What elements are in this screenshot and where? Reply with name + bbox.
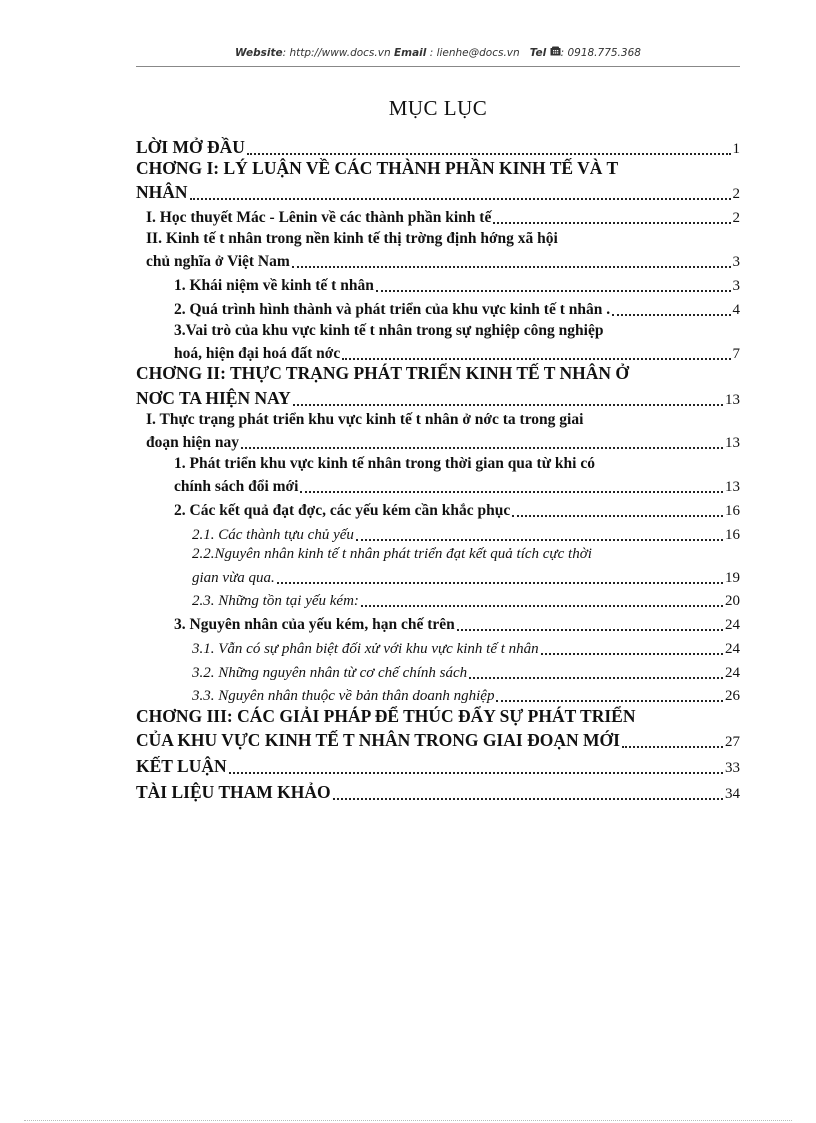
toc-entry-title-line1: 3.Vai trò của khu vực kinh tế t nhân trong sự nghiệp công nghiệp — [174, 321, 604, 339]
toc-leader-dots — [541, 638, 723, 655]
toc-entry[interactable] — [136, 636, 740, 660]
footer-divider — [24, 1120, 792, 1121]
toc-leader-dots — [333, 781, 723, 801]
toc-leader-dots — [293, 386, 723, 406]
toc-entry-title: chính sách đổi mới — [174, 477, 299, 495]
toc-entry[interactable] — [136, 410, 740, 454]
toc-entry-title: NƠC TA HIỆN NAY — [136, 387, 291, 408]
toc-leader-dots — [292, 250, 731, 268]
toc-entry-title: hoá, hiện đại hoá đất nớc — [174, 344, 341, 362]
toc-entry-title: CỦA KHU VỰC KINH TẾ T NHÂN TRONG GIAI ĐOẠN MỚI — [136, 729, 620, 750]
toc-leader-dots — [361, 590, 723, 607]
page-title: MỤC LỤC — [388, 96, 488, 120]
toc-leader-dots — [277, 567, 723, 584]
toc-entry-title: 2. Quá trình hình thành và phát triển của khu vực kinh tế t nhân . — [174, 301, 611, 319]
toc-entry-title: TÀI LIỆU THAM KHẢO — [136, 782, 331, 803]
toc-leader-dots — [356, 524, 723, 541]
toc-page-number: 13 — [725, 478, 740, 495]
toc-leader-dots — [300, 475, 723, 493]
phone-icon — [550, 47, 561, 59]
toc-entry[interactable] — [136, 588, 740, 612]
toc-entry-title: I. Học thuyết Mác - Lênin về các thành phần kinh tế — [146, 209, 492, 227]
toc-leader-dots — [496, 685, 723, 702]
toc-entry-title: 2. Các kết quả đạt đợc, các yếu kém cần khắc phục — [174, 502, 511, 519]
toc-entry-title: 3.1. Vẫn có sự phân biệt đối xử với khu vực kinh tế t nhân — [192, 641, 539, 658]
toc-page-number: 2 — [732, 210, 740, 227]
toc-leader-dots — [190, 181, 731, 201]
toc-entry[interactable] — [136, 612, 740, 636]
toc-entry[interactable] — [136, 321, 740, 365]
toc-page-number: 27 — [725, 733, 740, 750]
toc-entry-title: 1. Khái niệm về kinh tế t nhân — [174, 277, 374, 295]
toc-leader-dots — [342, 342, 730, 360]
toc-entry-title-line1: CHƠNG III: CÁC GIẢI PHÁP ĐỂ THÚC ĐẨY SỰ PHÁT TRIỂN — [136, 705, 636, 726]
toc-entry[interactable] — [136, 229, 740, 273]
toc-page-number: 34 — [725, 786, 740, 803]
toc-page-number: 1 — [732, 140, 740, 157]
toc-entry[interactable] — [136, 683, 740, 707]
toc-page-number: 16 — [725, 503, 740, 519]
toc-page-number: 24 — [725, 617, 740, 634]
website-label: Website — [235, 47, 283, 59]
toc-leader-dots — [247, 135, 731, 155]
toc-entry-title: LỜI MỞ ĐẦU — [136, 136, 245, 157]
toc-page-number: 16 — [725, 526, 740, 543]
toc-entry-title-line1: I. Thực trạng phát triển khu vực kinh tế t nhân ở nớc ta trong giai — [146, 411, 584, 429]
toc-leader-dots — [512, 500, 723, 518]
toc-page-number: 7 — [732, 345, 740, 362]
toc-entry[interactable] — [136, 205, 740, 229]
toc-entry-title: đoạn hiện nay — [146, 434, 240, 452]
toc-entry-title: KẾT LUẬN — [136, 756, 227, 777]
toc-entry[interactable] — [136, 159, 740, 205]
tel-label: Tel — [529, 47, 547, 59]
toc-page-number: 3 — [732, 278, 740, 295]
toc-leader-dots — [622, 728, 723, 748]
toc-page-number: 13 — [725, 391, 740, 408]
toc-entry-title: 2.3. Những tồn tại yếu kém: — [192, 593, 359, 610]
toc-entry[interactable] — [136, 545, 740, 588]
toc-entry-title: chủ nghĩa ở Việt Nam — [146, 252, 290, 270]
toc-page-number: 26 — [725, 688, 740, 705]
toc-entry[interactable] — [136, 498, 740, 522]
email-value[interactable]: : lienhe@docs.vn — [426, 47, 520, 59]
toc-entry-title: NHÂN — [136, 182, 188, 203]
toc-page-number: 3 — [732, 253, 740, 270]
toc-page-number: 33 — [725, 760, 740, 777]
table-of-contents — [136, 133, 740, 805]
toc-page-number: 2 — [732, 186, 740, 203]
toc-leader-dots — [376, 275, 731, 293]
toc-leader-dots — [229, 755, 723, 775]
toc-leader-dots — [493, 207, 730, 225]
toc-entry-title-line1: CHƠNG II: THỰC TRẠNG PHÁT TRIỂN KINH TẾ T NHÂN Ở — [136, 363, 630, 384]
toc-entry[interactable] — [136, 522, 740, 546]
toc-entry[interactable] — [136, 364, 740, 410]
toc-entry-title-line1: 2.2.Nguyên nhân kinh tế t nhân phát triển đạt kết quả tích cực thời — [192, 546, 592, 563]
toc-page-number: 24 — [725, 664, 740, 681]
toc-entry-title: gian vừa qua. — [192, 569, 275, 586]
toc-page-number: 24 — [725, 641, 740, 658]
email-label: Email — [393, 47, 427, 59]
page-header — [136, 46, 740, 59]
toc-entry-title-line1: 1. Phát triển khu vực kinh tế nhân trong thời gian qua từ khi có — [174, 454, 595, 472]
toc-entry-title: 3.3. Nguyên nhân thuộc về bản thân doanh nghiệp — [192, 688, 495, 705]
toc-entry-title: 3. Nguyên nhân của yếu kém, hạn chế trên — [174, 616, 455, 634]
tel-value: : 0918.775.368 — [560, 47, 641, 59]
toc-page-number: 20 — [725, 593, 740, 610]
toc-leader-dots — [241, 432, 723, 450]
toc-leader-dots — [457, 614, 723, 632]
toc-leader-dots — [612, 299, 730, 317]
toc-entry[interactable] — [136, 660, 740, 684]
toc-entry-title: 3.2. Những nguyên nhân từ cơ chế chính sách — [192, 664, 468, 681]
toc-entry[interactable] — [136, 753, 740, 779]
toc-entry-title: 2.1. Các thành tựu chủ yếu — [192, 526, 354, 543]
website-value[interactable]: : http://www.docs.vn — [282, 47, 391, 59]
toc-page-number: 13 — [725, 435, 740, 452]
toc-leader-dots — [469, 662, 723, 679]
toc-entry[interactable] — [136, 133, 740, 159]
toc-entry[interactable] — [136, 707, 740, 753]
toc-page-number: 4 — [732, 302, 740, 319]
toc-entry-title-line1: CHƠNG I: LÝ LUẬN VỀ CÁC THÀNH PHẦN KINH TẾ VÀ T — [136, 158, 619, 179]
toc-entry[interactable] — [136, 779, 740, 805]
toc-entry[interactable] — [136, 297, 740, 321]
toc-entry[interactable] — [136, 273, 740, 297]
toc-entry-title-line1: II. Kinh tế t nhân trong nền kinh tế thị trờng định hớng xã hội — [146, 229, 558, 247]
toc-page-number: 19 — [725, 569, 740, 586]
header-divider — [136, 66, 740, 67]
toc-entry[interactable] — [136, 454, 740, 498]
